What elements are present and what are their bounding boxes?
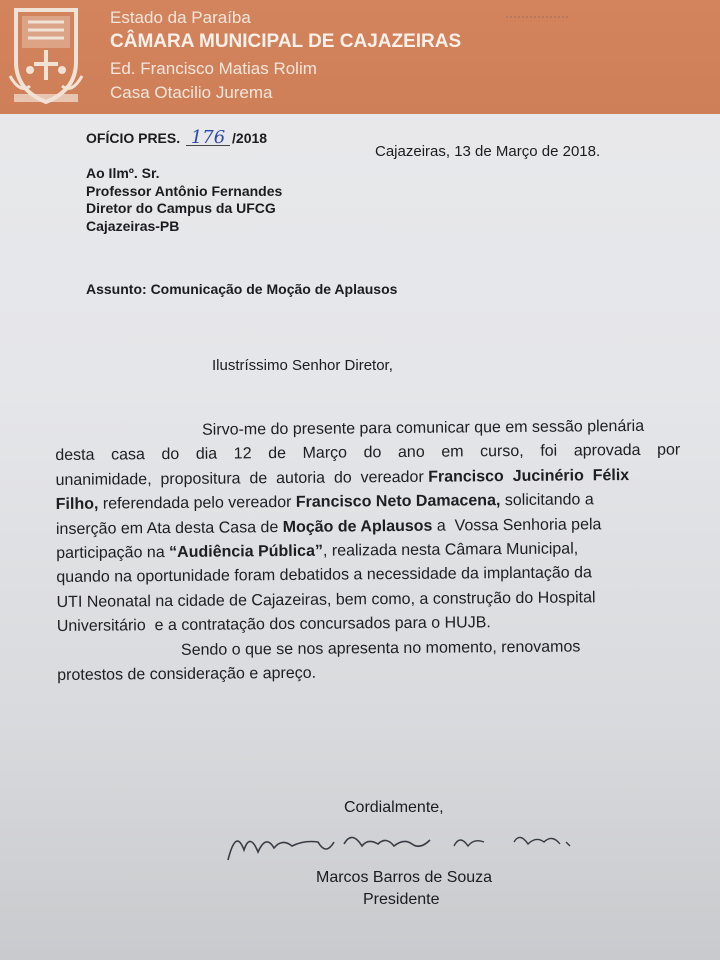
body-word: casa [110, 446, 145, 464]
subject-line [86, 281, 397, 297]
body-word: foi [540, 443, 558, 461]
body-text: solicitando a [500, 491, 594, 510]
body-text: , realizada nesta Câmara Municipal, [322, 540, 579, 560]
body-line-1: Sirvo-me do presente para comunicar que em sessão plenária [202, 417, 645, 439]
body-word: desta [55, 447, 95, 465]
handwritten-signature [222, 820, 592, 870]
body-line-11: protestos de consideração e apreço. [57, 664, 317, 684]
body-text: referendada pelo vereador [98, 494, 296, 513]
body-text: a Vossa Senhoria pela [432, 515, 602, 535]
signatory-role: Presidente [363, 891, 440, 908]
reference-number: 176 [186, 131, 230, 146]
body-word: Março [302, 444, 348, 463]
councilor-name-1-end: Filho, [55, 495, 99, 514]
motion-title: Moção de Aplausos [282, 517, 433, 536]
body-text: unanimidade, propositura de autoria do vereador [55, 468, 429, 489]
body-word: aprovada [573, 442, 641, 460]
closing: Cordialmente, [344, 799, 444, 816]
letterhead-mark [506, 16, 568, 18]
body-text: inserção em Ata desta Casa de [55, 518, 283, 538]
letterhead-state: Estado da Paraíba [110, 8, 251, 27]
body-line-8: UTI Neonatal na cidade de Cajazeiras, bem como, a construção do Hospital [56, 589, 596, 611]
office-reference [86, 127, 268, 148]
addressee-title: Diretor do Campus da UFCG [86, 200, 276, 216]
letterhead-band [0, 0, 720, 114]
councilor-name-1: Francisco Jucinério Félix [428, 466, 630, 486]
letterhead-chamber: CÂMARA MUNICIPAL DE CAJAZEIRAS [110, 31, 462, 52]
body-line-10: Sendo o que se nos apresenta no momento, renovamos [180, 637, 581, 659]
addressee-salutation: Ao Ilmº. Sr. [86, 165, 160, 181]
coat-of-arms-icon [6, 2, 86, 108]
body-word: do [161, 446, 180, 464]
body-word: do [363, 444, 382, 462]
body-text: participação na [56, 543, 170, 562]
letterhead-building: Ed. Francisco Matias Rolim [110, 59, 317, 78]
body-word: curso, [480, 443, 524, 461]
letter-body [55, 415, 682, 689]
reference-prefix: OFÍCIO PRES. [86, 130, 181, 146]
letterhead-house: Casa Otacilio Jurema [110, 83, 273, 102]
signatory-name: Marcos Barros de Souza [316, 869, 493, 886]
body-word: em [441, 443, 464, 462]
body-word: por [657, 441, 681, 460]
councilor-name-2: Francisco Neto Damacena, [295, 492, 501, 512]
hearing-title: “Audiência Pública” [169, 542, 324, 561]
body-word: de [268, 445, 287, 463]
body-word: ano [397, 444, 425, 462]
reference-year: /2018 [232, 130, 268, 146]
body-word: 12 [233, 445, 252, 463]
subject-label: Assunto: [86, 281, 147, 297]
addressee-city: Cajazeiras-PB [86, 218, 180, 234]
letter-date: Cajazeiras, 13 de Março de 2018. [375, 143, 601, 160]
addressee-name: Professor Antônio Fernandes [86, 183, 283, 199]
body-line-7: quando na oportunidade foram debatidos a necessidade da implantação da [56, 564, 592, 587]
body-line-9: Universitário e a contratação dos concursados para o HUJB. [56, 614, 491, 636]
body-word: dia [195, 445, 218, 464]
greeting: Ilustríssimo Senhor Diretor, [212, 357, 393, 374]
subject-text: Comunicação de Moção de Aplausos [150, 281, 398, 297]
